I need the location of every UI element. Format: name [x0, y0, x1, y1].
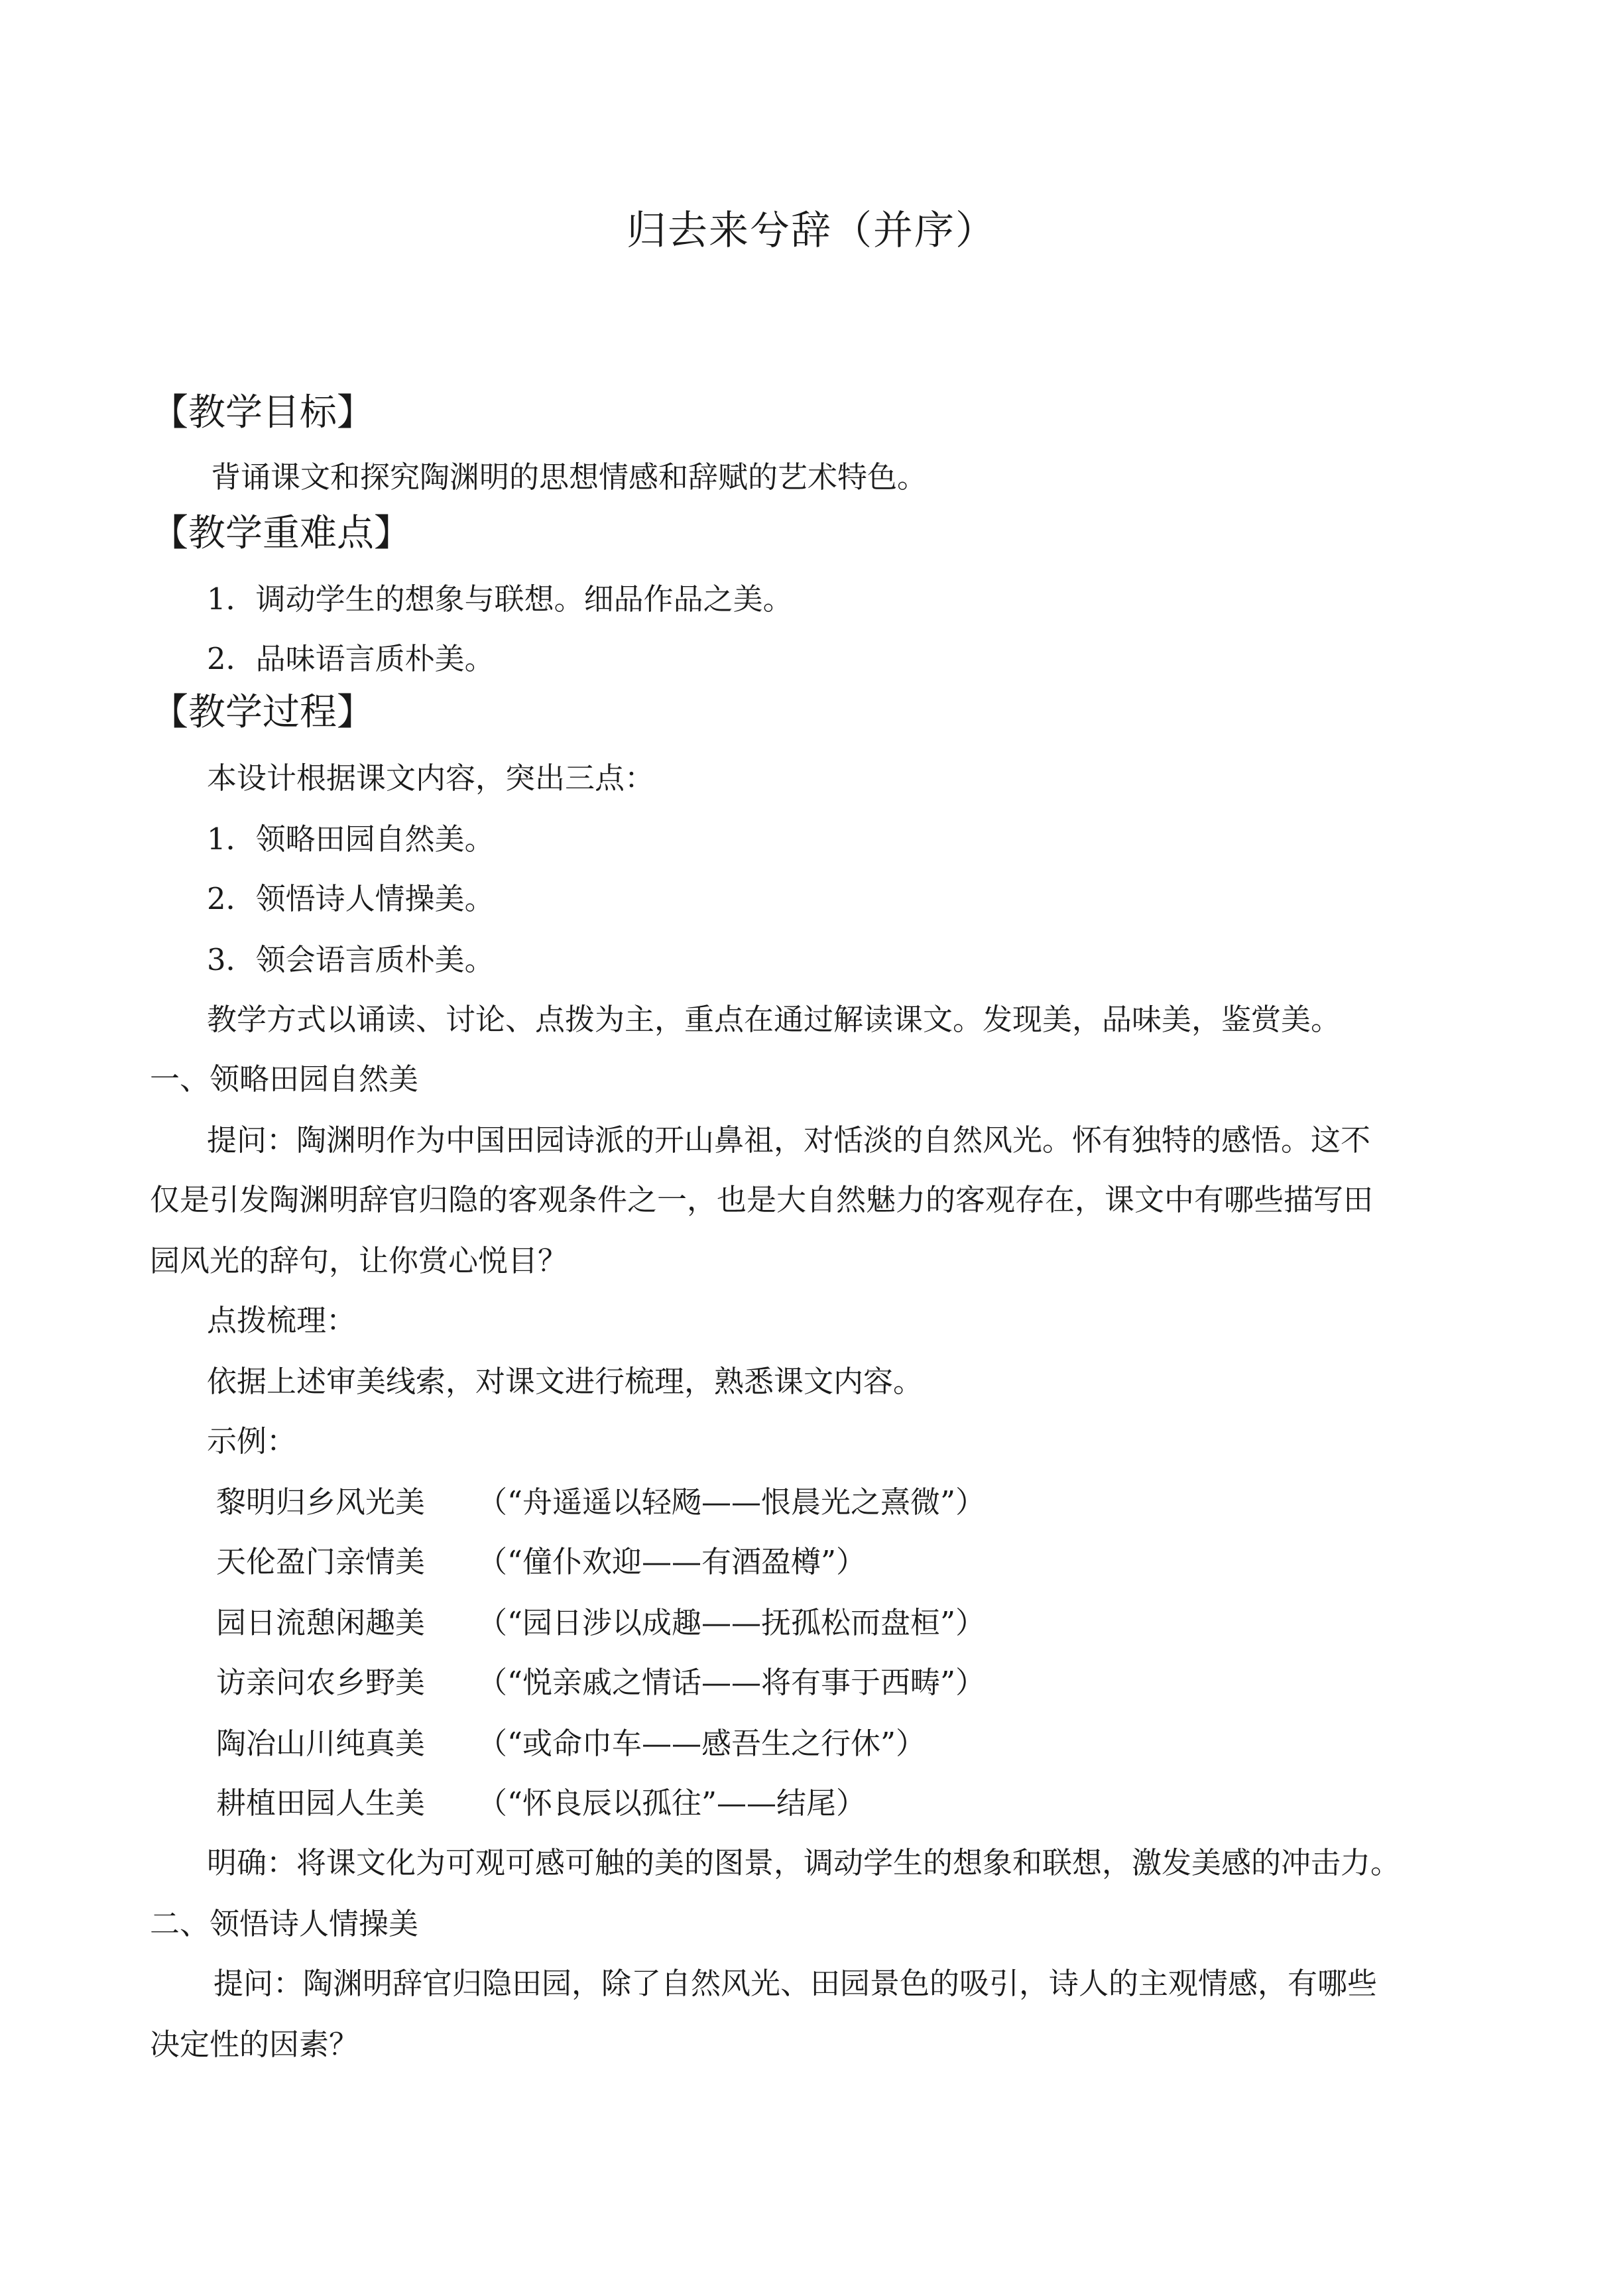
key-point-item: 2．品味语言质朴美。: [207, 641, 495, 676]
part1-heading: 一、领略田园自然美: [150, 1061, 419, 1097]
example-quote: （“舟遥遥以轻飏——恨晨光之熹微”）: [477, 1484, 986, 1520]
process-intro: 本设计根据课文内容，突出三点：: [207, 760, 655, 796]
process-method: 教学方式以诵读、讨论、点拨为主，重点在通过解读课文。发现美，品味美，鉴赏美。: [207, 1002, 1341, 1037]
part1-question-line: 仅是引发陶渊明辞官归隐的客观条件之一，也是大自然魅力的客观存在，课文中有哪些描写田: [150, 1182, 1374, 1217]
process-item: 2．领悟诗人情操美。: [207, 881, 495, 916]
example-name: 访亲问农乡野美: [216, 1665, 426, 1700]
example-quote: （“悦亲戚之情话——将有事于西畴”）: [477, 1665, 986, 1700]
part1-example-label: 示例：: [207, 1423, 297, 1459]
part2-heading: 二、领悟诗人情操美: [150, 1906, 419, 1941]
example-name: 陶冶山川纯真美: [216, 1726, 426, 1761]
process-heading: 【教学过程】: [151, 691, 374, 734]
example-name: 天伦盈门亲情美: [216, 1544, 426, 1579]
key-points-heading: 【教学重难点】: [151, 512, 411, 555]
example-name: 黎明归乡风光美: [216, 1484, 426, 1520]
part1-question-line: 园风光的辞句，让你赏心悦目？: [150, 1243, 568, 1278]
example-quote: （“园日涉以成趣——抚孤松而盘桓”）: [477, 1605, 986, 1640]
part2-question-line: 提问：陶渊明辞官归隐田园，除了自然风光、田园景色的吸引，诗人的主观情感，有哪些: [213, 1966, 1378, 2001]
example-quote: （“僮仆欢迎——有酒盈樽”）: [477, 1544, 867, 1579]
part1-conclusion: 明确：将课文化为可观可感可触的美的图景，调动学生的想象和联想，激发美感的冲击力。: [207, 1845, 1401, 1880]
objectives-heading: 【教学目标】: [151, 391, 374, 434]
process-item: 1．领略田园自然美。: [207, 821, 495, 857]
document-title: 归去来兮辞（并序）: [627, 208, 996, 254]
part1-question-line: 提问：陶渊明作为中国田园诗派的开山鼻祖，对恬淡的自然风光。怀有独特的感悟。这不: [207, 1122, 1371, 1158]
process-item: 3．领会语言质朴美。: [207, 942, 495, 977]
example-name: 耕植田园人生美: [216, 1785, 426, 1821]
part1-guide-label: 点拨梳理：: [207, 1303, 357, 1338]
key-point-item: 1．调动学生的想象与联想。细品作品之美。: [207, 581, 793, 617]
example-quote: （“或命巾车——感吾生之行休”）: [477, 1726, 926, 1761]
part2-question-line: 决定性的因素？: [150, 2027, 359, 2062]
part1-guide-text: 依据上述审美线索，对课文进行梳理，熟悉课文内容。: [207, 1364, 924, 1399]
objectives-text: 背诵课文和探究陶渊明的思想情感和辞赋的艺术特色。: [211, 459, 928, 495]
example-quote: （“怀良辰以孤往”——结尾）: [477, 1785, 867, 1821]
example-name: 园日流憩闲趣美: [216, 1605, 426, 1640]
